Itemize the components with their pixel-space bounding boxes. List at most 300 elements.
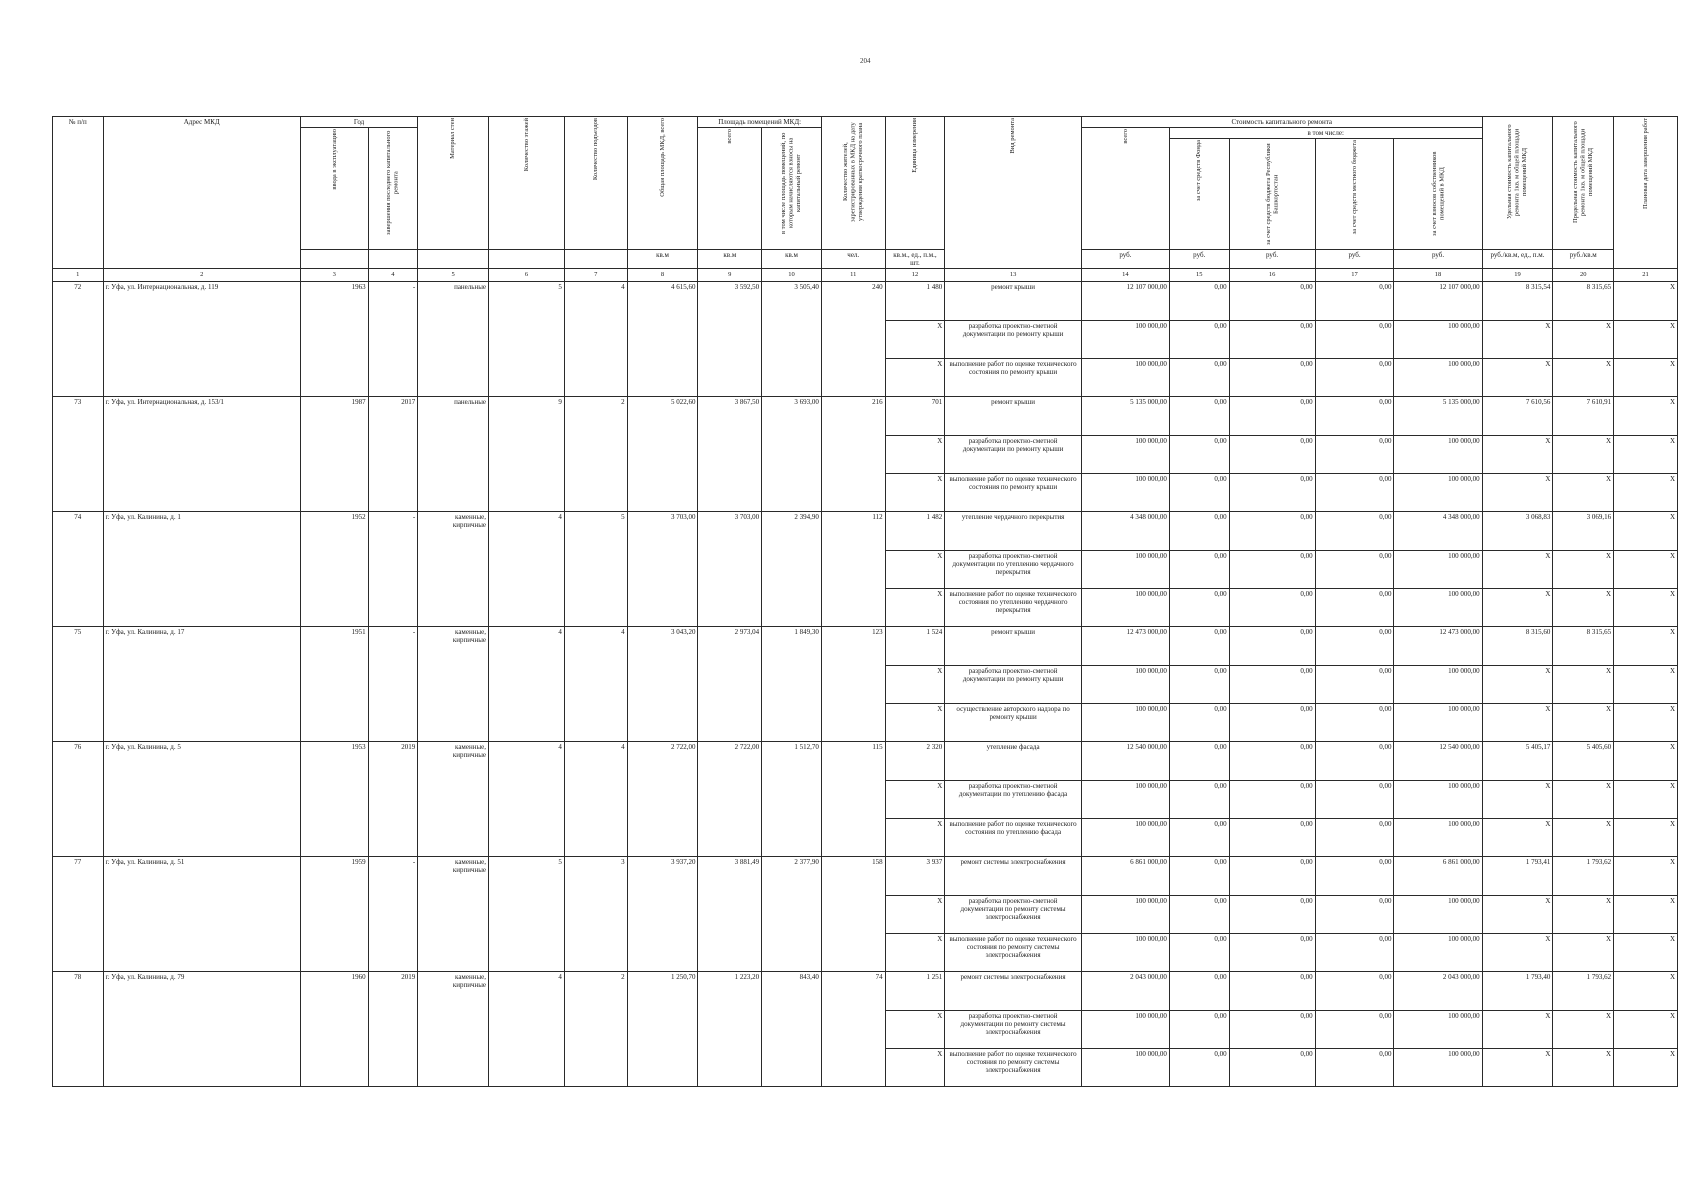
sub-quantity-mark: X bbox=[885, 359, 945, 397]
col-number: 8 bbox=[627, 269, 698, 282]
row-floors: 5 bbox=[489, 282, 565, 397]
row-unit-cost: 8 315,54 bbox=[1482, 282, 1553, 321]
table-row bbox=[53, 742, 1678, 781]
header-wall-material: Материал стен bbox=[418, 117, 489, 250]
sub-unit-cost-mark: X bbox=[1482, 589, 1553, 627]
col-number: 2 bbox=[103, 269, 300, 282]
sub-cost-local: 0,00 bbox=[1315, 666, 1394, 704]
sub-cost-local: 0,00 bbox=[1315, 474, 1394, 512]
sub-max-cost-mark: X bbox=[1553, 474, 1614, 512]
row-year-commission: 1952 bbox=[300, 512, 368, 627]
row-year-commission: 1963 bbox=[300, 282, 368, 397]
row-residents: 158 bbox=[821, 857, 885, 972]
sub-work-type: выполнение работ по оценке технического состояния по ремонту системы электроснабжения bbox=[945, 934, 1082, 972]
sub-plan-date-mark: X bbox=[1614, 781, 1678, 819]
row-num: 77 bbox=[53, 857, 104, 972]
unit-max-cost: руб./кв.м bbox=[1553, 250, 1614, 269]
row-floors: 4 bbox=[489, 627, 565, 742]
sub-cost-owners: 100 000,00 bbox=[1394, 359, 1482, 397]
sub-cost-owners: 100 000,00 bbox=[1394, 704, 1482, 742]
col-number: 18 bbox=[1394, 269, 1482, 282]
row-entrances: 3 bbox=[564, 857, 627, 972]
row-plan-date-mark: X bbox=[1614, 397, 1678, 436]
sub-cost-local: 0,00 bbox=[1315, 589, 1394, 627]
sub-cost-local: 0,00 bbox=[1315, 321, 1394, 359]
row-residents: 123 bbox=[821, 627, 885, 742]
col-number: 1 bbox=[53, 269, 104, 282]
sub-cost-owners: 100 000,00 bbox=[1394, 896, 1482, 934]
sub-cost-total: 100 000,00 bbox=[1081, 819, 1169, 857]
repair-plan-sheet bbox=[52, 116, 1678, 1087]
row-cost-fund: 0,00 bbox=[1169, 282, 1229, 321]
col-number: 9 bbox=[698, 269, 762, 282]
sub-max-cost-mark: X bbox=[1553, 781, 1614, 819]
sub-quantity-mark: X bbox=[885, 781, 945, 819]
sub-cost-owners: 100 000,00 bbox=[1394, 1011, 1482, 1049]
row-unit-cost: 7 610,56 bbox=[1482, 397, 1553, 436]
sub-work-type: разработка проектно-сметной документации по ремонту системы электроснабжения bbox=[945, 1011, 1082, 1049]
sub-cost-local: 0,00 bbox=[1315, 1049, 1394, 1087]
header-address: Адрес МКД bbox=[103, 117, 300, 269]
row-plan-date-mark: X bbox=[1614, 282, 1678, 321]
unit-area-total: кв.м bbox=[698, 250, 762, 269]
row-plan-date-mark: X bbox=[1614, 857, 1678, 896]
row-area-total: 3 881,49 bbox=[698, 857, 762, 972]
header-year-commission: ввода в эксплуатацию bbox=[300, 128, 368, 250]
sub-cost-local: 0,00 bbox=[1315, 934, 1394, 972]
sub-cost-republic: 0,00 bbox=[1229, 704, 1315, 742]
sub-quantity-mark: X bbox=[885, 704, 945, 742]
row-total-area: 5 022,60 bbox=[627, 397, 698, 512]
row-cost-republic: 0,00 bbox=[1229, 972, 1315, 1011]
row-year-last-repair: 2019 bbox=[368, 972, 418, 1087]
unit-cost-total: руб. bbox=[1081, 250, 1169, 269]
sub-plan-date-mark: X bbox=[1614, 1011, 1678, 1049]
sub-cost-republic: 0,00 bbox=[1229, 321, 1315, 359]
row-max-cost: 1 793,62 bbox=[1553, 972, 1614, 1011]
row-area-total: 3 703,00 bbox=[698, 512, 762, 627]
row-entrances: 4 bbox=[564, 282, 627, 397]
row-year-commission: 1959 bbox=[300, 857, 368, 972]
col-number: 6 bbox=[489, 269, 565, 282]
row-total-area: 3 043,20 bbox=[627, 627, 698, 742]
row-cost-local: 0,00 bbox=[1315, 857, 1394, 896]
row-cost-owners: 6 861 000,00 bbox=[1394, 857, 1482, 896]
sub-cost-local: 0,00 bbox=[1315, 819, 1394, 857]
sub-quantity-mark: X bbox=[885, 551, 945, 589]
row-wall-material: каменные, кирпичные bbox=[418, 857, 489, 972]
unit-area-contrib: кв.м bbox=[762, 250, 822, 269]
row-quantity: 1 480 bbox=[885, 282, 945, 321]
row-cost-total: 5 135 000,00 bbox=[1081, 397, 1169, 436]
row-floors: 9 bbox=[489, 397, 565, 512]
sub-cost-republic: 0,00 bbox=[1229, 934, 1315, 972]
sub-cost-total: 100 000,00 bbox=[1081, 1049, 1169, 1087]
row-cost-republic: 0,00 bbox=[1229, 282, 1315, 321]
sub-cost-fund: 0,00 bbox=[1169, 704, 1229, 742]
sub-work-type: разработка проектно-сметной документации по ремонту системы электроснабжения bbox=[945, 896, 1082, 934]
sub-max-cost-mark: X bbox=[1553, 819, 1614, 857]
sub-cost-total: 100 000,00 bbox=[1081, 934, 1169, 972]
header-cost-owners: за счет взносов собственников помещений в МКД bbox=[1394, 139, 1482, 250]
sub-cost-republic: 0,00 bbox=[1229, 1011, 1315, 1049]
sub-cost-owners: 100 000,00 bbox=[1394, 474, 1482, 512]
row-wall-material: каменные, кирпичные bbox=[418, 627, 489, 742]
row-max-cost: 5 405,60 bbox=[1553, 742, 1614, 781]
row-max-cost: 1 793,62 bbox=[1553, 857, 1614, 896]
col-number: 4 bbox=[368, 269, 418, 282]
sub-cost-owners: 100 000,00 bbox=[1394, 436, 1482, 474]
sub-cost-republic: 0,00 bbox=[1229, 359, 1315, 397]
row-total-area: 2 722,00 bbox=[627, 742, 698, 857]
sub-cost-republic: 0,00 bbox=[1229, 896, 1315, 934]
sub-unit-cost-mark: X bbox=[1482, 896, 1553, 934]
row-address: г. Уфа, ул. Калинина, д. 17 bbox=[103, 627, 300, 742]
sub-unit-cost-mark: X bbox=[1482, 819, 1553, 857]
sub-work-type: разработка проектно-сметной документации по утеплению чердачного перекрытия bbox=[945, 551, 1082, 589]
row-address: г. Уфа, ул. Калинина, д. 5 bbox=[103, 742, 300, 857]
table-row bbox=[53, 857, 1678, 896]
row-year-commission: 1951 bbox=[300, 627, 368, 742]
row-cost-total: 12 473 000,00 bbox=[1081, 627, 1169, 666]
row-num: 73 bbox=[53, 397, 104, 512]
sub-cost-republic: 0,00 bbox=[1229, 819, 1315, 857]
sub-cost-owners: 100 000,00 bbox=[1394, 589, 1482, 627]
header-work-type: Вид ремонта bbox=[945, 117, 1082, 269]
sub-plan-date-mark: X bbox=[1614, 896, 1678, 934]
sub-cost-fund: 0,00 bbox=[1169, 474, 1229, 512]
row-cost-total: 6 861 000,00 bbox=[1081, 857, 1169, 896]
row-entrances: 2 bbox=[564, 972, 627, 1087]
sub-quantity-mark: X bbox=[885, 896, 945, 934]
row-cost-fund: 0,00 bbox=[1169, 627, 1229, 666]
row-quantity: 1 482 bbox=[885, 512, 945, 551]
col-number: 15 bbox=[1169, 269, 1229, 282]
row-wall-material: каменные, кирпичные bbox=[418, 742, 489, 857]
unit-cost-republic: руб. bbox=[1229, 250, 1315, 269]
row-area-total: 3 867,50 bbox=[698, 397, 762, 512]
sub-cost-republic: 0,00 bbox=[1229, 474, 1315, 512]
table-row bbox=[53, 627, 1678, 666]
row-total-area: 3 703,00 bbox=[627, 512, 698, 627]
row-year-last-repair: 2017 bbox=[368, 397, 418, 512]
sub-cost-local: 0,00 bbox=[1315, 781, 1394, 819]
sub-cost-local: 0,00 bbox=[1315, 704, 1394, 742]
sub-cost-fund: 0,00 bbox=[1169, 819, 1229, 857]
row-cost-local: 0,00 bbox=[1315, 627, 1394, 666]
row-cost-fund: 0,00 bbox=[1169, 857, 1229, 896]
row-cost-total: 2 043 000,00 bbox=[1081, 972, 1169, 1011]
sub-cost-total: 100 000,00 bbox=[1081, 359, 1169, 397]
col-number: 14 bbox=[1081, 269, 1169, 282]
row-unit-cost: 3 068,83 bbox=[1482, 512, 1553, 551]
row-work-type: ремонт крыши bbox=[945, 397, 1082, 436]
sub-work-type: выполнение работ по оценке технического состояния по ремонту крыши bbox=[945, 359, 1082, 397]
col-number: 12 bbox=[885, 269, 945, 282]
sub-quantity-mark: X bbox=[885, 1049, 945, 1087]
row-cost-fund: 0,00 bbox=[1169, 742, 1229, 781]
table-body bbox=[53, 117, 1678, 1087]
row-area-total: 2 722,00 bbox=[698, 742, 762, 857]
row-work-type: ремонт системы электроснабжения bbox=[945, 857, 1082, 896]
header-entrances: Количество подъездов bbox=[564, 117, 627, 250]
sub-cost-owners: 100 000,00 bbox=[1394, 321, 1482, 359]
row-total-area: 4 615,60 bbox=[627, 282, 698, 397]
col-number: 11 bbox=[821, 269, 885, 282]
row-cost-owners: 4 348 000,00 bbox=[1394, 512, 1482, 551]
sub-max-cost-mark: X bbox=[1553, 1011, 1614, 1049]
row-floors: 4 bbox=[489, 742, 565, 857]
header-floors: Количество этажей bbox=[489, 117, 565, 250]
sub-max-cost-mark: X bbox=[1553, 589, 1614, 627]
sub-work-type: выполнение работ по оценке технического состояния по ремонту крыши bbox=[945, 474, 1082, 512]
sub-max-cost-mark: X bbox=[1553, 896, 1614, 934]
sub-work-type: выполнение работ по оценке технического состояния по утеплению фасада bbox=[945, 819, 1082, 857]
row-unit-cost: 1 793,40 bbox=[1482, 972, 1553, 1011]
row-cost-fund: 0,00 bbox=[1169, 972, 1229, 1011]
header-incl-group: в том числе: bbox=[1169, 128, 1482, 139]
header-total-area: Общая площадь МКД, всего bbox=[627, 117, 698, 250]
header-num: № п/п bbox=[53, 117, 104, 269]
row-residents: 240 bbox=[821, 282, 885, 397]
col-number: 3 bbox=[300, 269, 368, 282]
row-cost-total: 12 107 000,00 bbox=[1081, 282, 1169, 321]
row-cost-total: 12 540 000,00 bbox=[1081, 742, 1169, 781]
row-address: г. Уфа, ул. Интернациональная, д. 153/1 bbox=[103, 397, 300, 512]
sub-quantity-mark: X bbox=[885, 474, 945, 512]
row-cost-republic: 0,00 bbox=[1229, 857, 1315, 896]
sub-max-cost-mark: X bbox=[1553, 551, 1614, 589]
sub-cost-republic: 0,00 bbox=[1229, 589, 1315, 627]
table-row bbox=[53, 397, 1678, 436]
row-max-cost: 3 069,16 bbox=[1553, 512, 1614, 551]
row-plan-date-mark: X bbox=[1614, 512, 1678, 551]
row-residents: 74 bbox=[821, 972, 885, 1087]
sub-cost-fund: 0,00 bbox=[1169, 896, 1229, 934]
unit-measure: кв.м., ед., п.м., шт. bbox=[885, 250, 945, 269]
page-number: 204 bbox=[860, 57, 871, 65]
unit-entrances bbox=[564, 250, 627, 269]
unit-cost-owners: руб. bbox=[1394, 250, 1482, 269]
sub-cost-fund: 0,00 bbox=[1169, 589, 1229, 627]
header-residents: Количество жителей, зарегистрированных в МКД на дату утверждения краткосрочного плана bbox=[821, 117, 885, 250]
row-cost-republic: 0,00 bbox=[1229, 627, 1315, 666]
sub-quantity-mark: X bbox=[885, 666, 945, 704]
sub-cost-fund: 0,00 bbox=[1169, 1049, 1229, 1087]
unit-year-commission bbox=[300, 250, 368, 269]
sub-quantity-mark: X bbox=[885, 819, 945, 857]
sub-plan-date-mark: X bbox=[1614, 666, 1678, 704]
sub-work-type: выполнение работ по оценке технического состояния по утеплению чердачного перекрытия bbox=[945, 589, 1082, 627]
row-area-contrib: 2 377,90 bbox=[762, 857, 822, 972]
sub-cost-fund: 0,00 bbox=[1169, 551, 1229, 589]
row-unit-cost: 8 315,60 bbox=[1482, 627, 1553, 666]
sub-cost-total: 100 000,00 bbox=[1081, 551, 1169, 589]
row-address: г. Уфа, ул. Интернациональная, д. 119 bbox=[103, 282, 300, 397]
sub-unit-cost-mark: X bbox=[1482, 321, 1553, 359]
sub-max-cost-mark: X bbox=[1553, 321, 1614, 359]
table-row bbox=[53, 282, 1678, 321]
sub-unit-cost-mark: X bbox=[1482, 436, 1553, 474]
row-cost-republic: 0,00 bbox=[1229, 512, 1315, 551]
sub-unit-cost-mark: X bbox=[1482, 1049, 1553, 1087]
sub-quantity-mark: X bbox=[885, 321, 945, 359]
row-wall-material: каменные, кирпичные bbox=[418, 972, 489, 1087]
header-unit-cost: Удельная стоимость капитального ремонта 1кв. м общей площади помещений МКД bbox=[1482, 117, 1553, 250]
row-year-last-repair: - bbox=[368, 282, 418, 397]
row-plan-date-mark: X bbox=[1614, 972, 1678, 1011]
sub-cost-owners: 100 000,00 bbox=[1394, 781, 1482, 819]
sub-unit-cost-mark: X bbox=[1482, 359, 1553, 397]
row-cost-total: 4 348 000,00 bbox=[1081, 512, 1169, 551]
col-number: 13 bbox=[945, 269, 1082, 282]
header-year: Год bbox=[300, 117, 417, 128]
row-total-area: 1 250,70 bbox=[627, 972, 698, 1087]
header-cost-group: Стоимость капитального ремонта bbox=[1081, 117, 1482, 128]
row-entrances: 2 bbox=[564, 397, 627, 512]
sub-cost-local: 0,00 bbox=[1315, 436, 1394, 474]
sub-cost-republic: 0,00 bbox=[1229, 436, 1315, 474]
sub-unit-cost-mark: X bbox=[1482, 474, 1553, 512]
sub-cost-republic: 0,00 bbox=[1229, 781, 1315, 819]
header-cost-republic: за счет средств бюджета Республики Башкортостан bbox=[1229, 139, 1315, 250]
row-plan-date-mark: X bbox=[1614, 627, 1678, 666]
header-max-cost: Предельная стоимость капитального ремонта 1кв. м общей площади помещений МКД bbox=[1553, 117, 1614, 250]
row-cost-local: 0,00 bbox=[1315, 397, 1394, 436]
sub-plan-date-mark: X bbox=[1614, 704, 1678, 742]
row-floors: 4 bbox=[489, 512, 565, 627]
header-cost-local: за счет средств местного бюджета bbox=[1315, 139, 1394, 250]
sub-cost-total: 100 000,00 bbox=[1081, 666, 1169, 704]
sub-cost-local: 0,00 bbox=[1315, 896, 1394, 934]
row-plan-date-mark: X bbox=[1614, 742, 1678, 781]
row-cost-owners: 12 107 000,00 bbox=[1394, 282, 1482, 321]
column-numbers-row bbox=[53, 269, 1678, 282]
sub-work-type: выполнение работ по оценке технического состояния по ремонту системы электроснабжения bbox=[945, 1049, 1082, 1087]
row-area-total: 3 592,50 bbox=[698, 282, 762, 397]
row-cost-local: 0,00 bbox=[1315, 972, 1394, 1011]
sub-cost-total: 100 000,00 bbox=[1081, 436, 1169, 474]
header-plan-date: Плановая дата завершения работ bbox=[1614, 117, 1678, 269]
header-area-total: всего bbox=[698, 128, 762, 250]
sub-cost-owners: 100 000,00 bbox=[1394, 819, 1482, 857]
row-wall-material: панельные bbox=[418, 282, 489, 397]
row-address: г. Уфа, ул. Калинина, д. 1 bbox=[103, 512, 300, 627]
unit-year-last-repair bbox=[368, 250, 418, 269]
row-cost-fund: 0,00 bbox=[1169, 512, 1229, 551]
sub-cost-republic: 0,00 bbox=[1229, 1049, 1315, 1087]
row-year-commission: 1960 bbox=[300, 972, 368, 1087]
sub-max-cost-mark: X bbox=[1553, 934, 1614, 972]
sub-max-cost-mark: X bbox=[1553, 359, 1614, 397]
table-row bbox=[53, 972, 1678, 1011]
sub-plan-date-mark: X bbox=[1614, 819, 1678, 857]
col-number: 10 bbox=[762, 269, 822, 282]
row-unit-cost: 5 405,17 bbox=[1482, 742, 1553, 781]
header-year-last-repair: завершения последнего капитального ремонта bbox=[368, 128, 418, 250]
sub-plan-date-mark: X bbox=[1614, 1049, 1678, 1087]
row-floors: 4 bbox=[489, 972, 565, 1087]
sub-work-type: осуществление авторского надзора по ремонту крыши bbox=[945, 704, 1082, 742]
repair-plan-table bbox=[52, 116, 1678, 1087]
row-cost-local: 0,00 bbox=[1315, 742, 1394, 781]
row-area-total: 2 973,04 bbox=[698, 627, 762, 742]
row-area-contrib: 2 394,90 bbox=[762, 512, 822, 627]
sub-cost-total: 100 000,00 bbox=[1081, 589, 1169, 627]
sub-cost-owners: 100 000,00 bbox=[1394, 551, 1482, 589]
sub-plan-date-mark: X bbox=[1614, 474, 1678, 512]
sub-cost-total: 100 000,00 bbox=[1081, 1011, 1169, 1049]
row-cost-owners: 12 473 000,00 bbox=[1394, 627, 1482, 666]
row-cost-owners: 12 540 000,00 bbox=[1394, 742, 1482, 781]
row-num: 76 bbox=[53, 742, 104, 857]
row-area-total: 1 223,20 bbox=[698, 972, 762, 1087]
sub-quantity-mark: X bbox=[885, 1011, 945, 1049]
col-number: 5 bbox=[418, 269, 489, 282]
sub-cost-fund: 0,00 bbox=[1169, 666, 1229, 704]
sub-plan-date-mark: X bbox=[1614, 321, 1678, 359]
sub-plan-date-mark: X bbox=[1614, 551, 1678, 589]
unit-wall bbox=[418, 250, 489, 269]
sub-cost-owners: 100 000,00 bbox=[1394, 934, 1482, 972]
row-max-cost: 7 610,91 bbox=[1553, 397, 1614, 436]
sub-max-cost-mark: X bbox=[1553, 666, 1614, 704]
sub-cost-total: 100 000,00 bbox=[1081, 896, 1169, 934]
sub-quantity-mark: X bbox=[885, 436, 945, 474]
row-residents: 112 bbox=[821, 512, 885, 627]
sub-quantity-mark: X bbox=[885, 589, 945, 627]
row-area-contrib: 3 693,00 bbox=[762, 397, 822, 512]
row-entrances: 4 bbox=[564, 742, 627, 857]
row-entrances: 5 bbox=[564, 512, 627, 627]
row-cost-republic: 0,00 bbox=[1229, 742, 1315, 781]
sub-plan-date-mark: X bbox=[1614, 359, 1678, 397]
row-residents: 115 bbox=[821, 742, 885, 857]
sub-max-cost-mark: X bbox=[1553, 436, 1614, 474]
header-area-contrib: в том числе площадь помещений, по которым начисляются взносы на капитальный ремонт bbox=[762, 128, 822, 250]
col-number: 7 bbox=[564, 269, 627, 282]
sub-cost-owners: 100 000,00 bbox=[1394, 1049, 1482, 1087]
row-quantity: 701 bbox=[885, 397, 945, 436]
row-wall-material: панельные bbox=[418, 397, 489, 512]
row-year-last-repair: - bbox=[368, 627, 418, 742]
sub-work-type: разработка проектно-сметной документации по ремонту крыши bbox=[945, 321, 1082, 359]
sub-unit-cost-mark: X bbox=[1482, 666, 1553, 704]
row-address: г. Уфа, ул. Калинина, д. 51 bbox=[103, 857, 300, 972]
unit-total-area: кв.м bbox=[627, 250, 698, 269]
sub-work-type: разработка проектно-сметной документации по ремонту крыши bbox=[945, 436, 1082, 474]
row-quantity: 1 524 bbox=[885, 627, 945, 666]
row-max-cost: 8 315,65 bbox=[1553, 282, 1614, 321]
sub-cost-fund: 0,00 bbox=[1169, 1011, 1229, 1049]
row-year-commission: 1953 bbox=[300, 742, 368, 857]
sub-work-type: разработка проектно-сметной документации по утеплению фасада bbox=[945, 781, 1082, 819]
sub-plan-date-mark: X bbox=[1614, 934, 1678, 972]
sub-unit-cost-mark: X bbox=[1482, 704, 1553, 742]
sub-cost-fund: 0,00 bbox=[1169, 321, 1229, 359]
row-year-last-repair: - bbox=[368, 857, 418, 972]
col-number: 19 bbox=[1482, 269, 1553, 282]
sub-unit-cost-mark: X bbox=[1482, 551, 1553, 589]
header-area-group: Площадь помещений МКД: bbox=[698, 117, 821, 128]
sub-plan-date-mark: X bbox=[1614, 589, 1678, 627]
row-address: г. Уфа, ул. Калинина, д. 79 bbox=[103, 972, 300, 1087]
sub-cost-local: 0,00 bbox=[1315, 359, 1394, 397]
row-quantity: 2 320 bbox=[885, 742, 945, 781]
row-cost-owners: 2 043 000,00 bbox=[1394, 972, 1482, 1011]
row-num: 72 bbox=[53, 282, 104, 397]
header-cost-fund: за счет средств Фонда bbox=[1169, 139, 1229, 250]
